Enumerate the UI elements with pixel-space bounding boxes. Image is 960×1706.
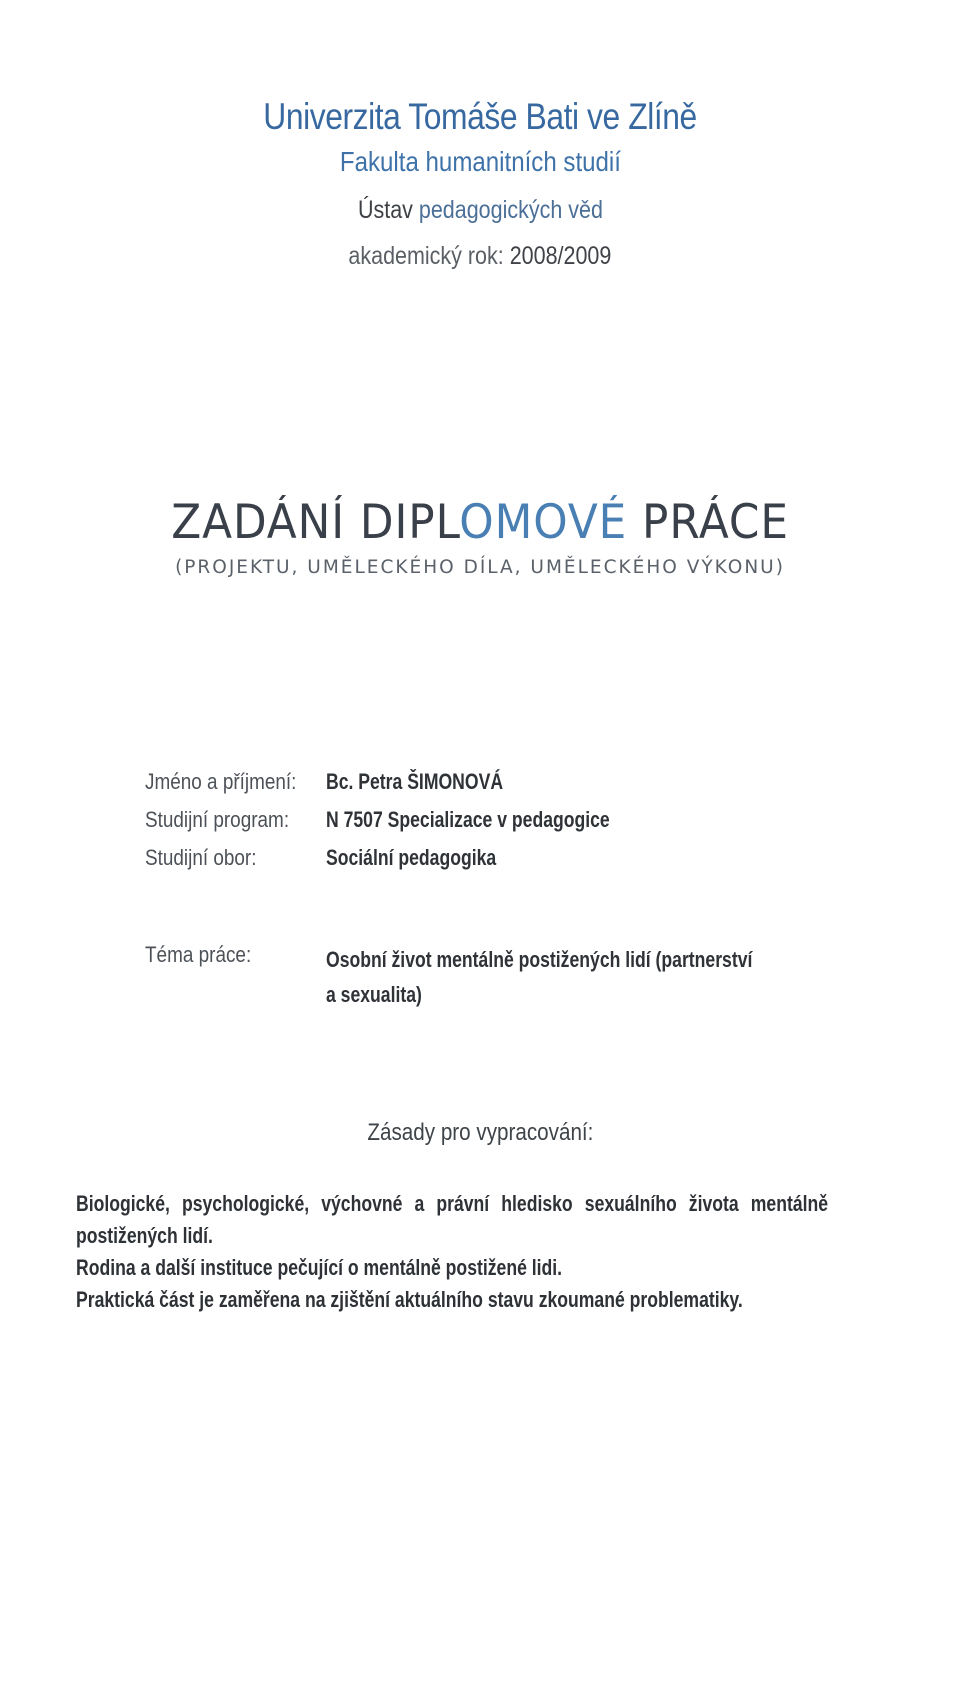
academic-year (349, 235, 612, 277)
document-subtitle: (PROJEKTU, UMĚLECKÉHO DÍLA, UMĚLECKÉHO VÝKONU) (175, 557, 785, 578)
principles-line: postižených lidí. (76, 1223, 213, 1248)
academic-year-value: 2008/2009 (509, 242, 612, 270)
institute-name-rest: pedagogických věd (412, 196, 603, 224)
document-header (0, 95, 960, 277)
field-label: Studijní obor: (145, 845, 257, 870)
program-value: N 7507 Specializace v pedagogice (326, 807, 610, 832)
theme-row (145, 942, 905, 1022)
document-title (171, 493, 789, 553)
academic-year-label: akademický rok: (348, 242, 510, 270)
document-title-part3: PRÁCE (627, 495, 789, 550)
institute-name-lead: Ústav (357, 196, 413, 224)
name-value: Bc. Petra ŠIMONOVÁ (326, 769, 504, 794)
theme-value-line2: a sexualita) (326, 982, 422, 1007)
name-row (145, 769, 905, 807)
document-title-block (0, 493, 960, 583)
principles-heading: Zásady pro vypracování: (366, 1119, 593, 1146)
principles-line: Praktická část je zaměřena na zjištění aktuálního stavu zkoumané problematiky. (76, 1287, 743, 1312)
theme-value-line1: Osobní život mentálně postižených lidí (partnerství (326, 947, 753, 972)
principles-line: Rodina a další instituce pečující o mentálně postižené lidi. (76, 1255, 563, 1280)
program-label: Studijní program: (145, 807, 290, 832)
principles-heading-row (0, 1119, 960, 1147)
theme-value (326, 942, 806, 1012)
field-value: Sociální pedagogika (326, 845, 497, 870)
program-row (145, 807, 905, 845)
principles-line: Biologické, psychologické, výchovné a právní hledisko sexuálního života mentálně (76, 1191, 829, 1216)
name-label: Jméno a příjmení: (145, 769, 297, 794)
field-row (145, 845, 905, 883)
university-name: Univerzita Tomáše Bati ve Zlíně (263, 96, 697, 137)
document-title-part2: OMOVÉ (459, 495, 628, 550)
institute-name (357, 185, 602, 235)
student-info (145, 769, 905, 883)
faculty-name: Fakulta humanitních studií (339, 146, 621, 177)
theme-label: Téma práce: (145, 942, 252, 967)
principles-text (76, 1188, 960, 1316)
document-title-part1: ZADÁNÍ DIPL (171, 495, 460, 550)
